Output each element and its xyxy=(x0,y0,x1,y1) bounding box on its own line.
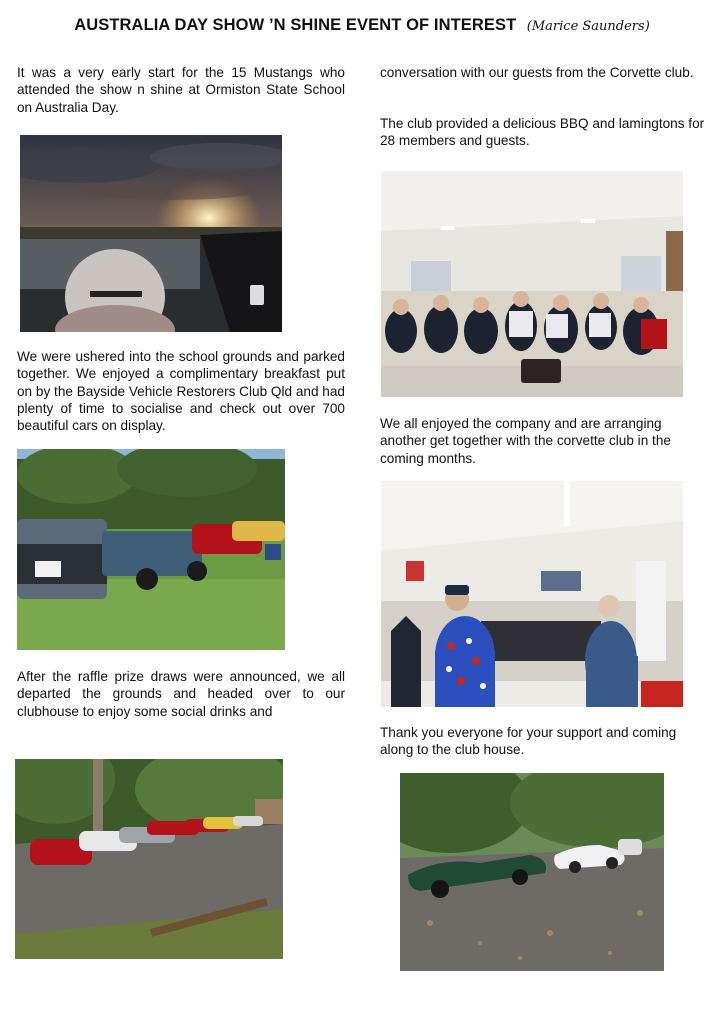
paragraph-thank-you: Thank you everyone for your support and coming along to the club house. xyxy=(380,725,677,758)
paragraph-raffle: After the raffle prize draws were announced, we all departed the grounds and headed over to our clubhouse to enjoy some social drinks and xyxy=(17,669,345,719)
photo-corvettes-parked xyxy=(400,773,664,971)
photo-sunrise-driver xyxy=(20,135,282,332)
paragraph-bbq: The club provided a delicious BBQ and lamingtons for 28 members and guests. xyxy=(380,116,705,149)
photo-car-display xyxy=(17,449,285,650)
photo-clubhouse-hall xyxy=(381,481,683,707)
photo-clubhouse-group xyxy=(381,171,683,397)
paragraph-company: We all enjoyed the company and are arranging another get together with the corvette club in the coming months. xyxy=(380,416,671,466)
article-title: AUSTRALIA DAY SHOW ’N SHINE EVENT OF INTEREST xyxy=(74,16,517,34)
photo-mustangs-parked xyxy=(15,759,283,959)
paragraph-early-start: It was a very early start for the 15 Mustangs who attended the show n shine at Ormiston State School on Australia Day. xyxy=(17,65,345,115)
article-author: (Marice Saunders) xyxy=(526,19,650,34)
article-title-line xyxy=(0,16,724,35)
paragraph-school-grounds: We were ushered into the school grounds and parked together. We enjoyed a complimentary breakfast put on by the Bayside Vehicle Restorers Club Qld and had plenty of time to socialise and check out over 700 beautiful cars on display. xyxy=(17,349,345,434)
paragraph-corvette-guests: conversation with our guests from the Corvette club. xyxy=(380,65,694,80)
